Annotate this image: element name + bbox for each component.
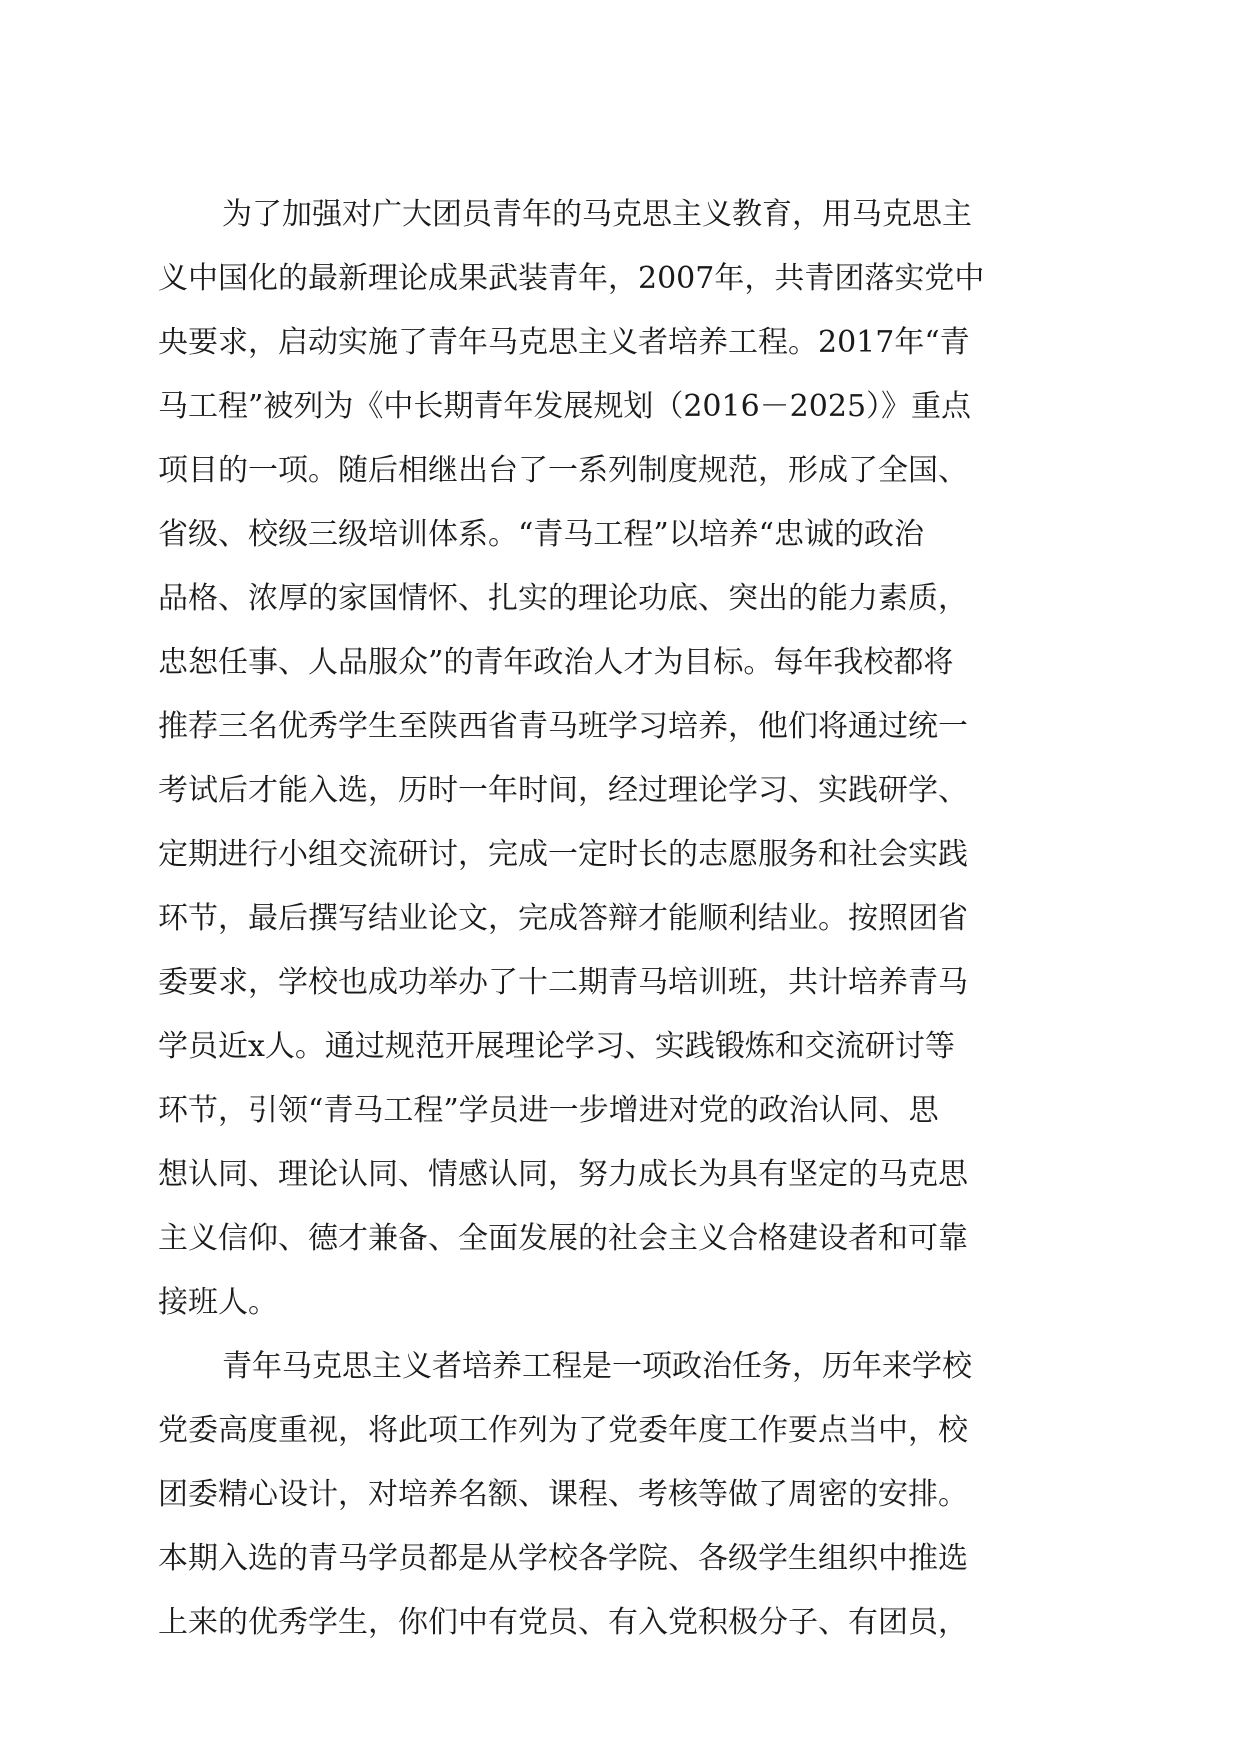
paragraph-2-line-5: 上来的优秀学生，你们中有党员、有入党积极分子、有团员， [158,1605,968,1640]
paragraph-1-line-8: 忠恕任事、人品服众”的青年政治人才为目标。每年我校都将 [158,645,954,680]
paragraph-1-line-17: 主义信仰、德才兼备、全面发展的社会主义合格建设者和可靠 [158,1221,968,1256]
paragraph-1-line-1: 为了加强对广大团员青年的马克思主义教育，用马克思主 [222,197,972,232]
paragraph-1-line-11: 定期进行小组交流研讨，完成一定时长的志愿服务和社会实践 [158,837,968,872]
paragraph-1-line-2: 义中国化的最新理论成果武装青年，2007年，共青团落实党中 [158,261,985,296]
paragraph-1-line-13: 委要求，学校也成功举办了十二期青马培训班，共计培养青马 [158,965,968,1000]
paragraph-2-line-4: 本期入选的青马学员都是从学校各学院、各级学生组织中推选 [158,1541,968,1576]
paragraph-1-line-4: 马工程”被列为《中长期青年发展规划（2016－2025）》重点 [158,389,972,424]
paragraph-1-line-16: 想认同、理论认同、情感认同，努力成长为具有坚定的马克思 [158,1157,968,1192]
paragraph-1-line-9: 推荐三名优秀学生至陕西省青马班学习培养，他们将通过统一 [158,709,968,744]
paragraph-1-line-7: 品格、浓厚的家国情怀、扎实的理论功底、突出的能力素质， [158,581,968,616]
paragraph-1-line-3: 央要求，启动实施了青年马克思主义者培养工程。2017年“青 [158,325,970,360]
paragraph-1-line-18: 接班人。 [158,1285,278,1320]
paragraph-1-line-10: 考试后才能入选，历时一年时间，经过理论学习、实践研学、 [158,773,968,808]
paragraph-1-line-12: 环节，最后撰写结业论文，完成答辩才能顺利结业。按照团省 [158,901,968,936]
paragraph-1-line-5: 项目的一项。随后相继出台了一系列制度规范，形成了全国、 [158,453,968,488]
paragraph-2-line-2: 党委高度重视，将此项工作列为了党委年度工作要点当中，校 [158,1413,968,1448]
paragraph-1-line-6: 省级、校级三级培训体系。“青马工程”以培养“忠诚的政治 [158,517,925,552]
paragraph-2-line-3: 团委精心设计，对培养名额、课程、考核等做了周密的安排。 [158,1477,968,1512]
paragraph-1-line-15: 环节，引领“青马工程”学员进一步增进对党的政治认同、思 [158,1093,939,1128]
body-text [158,183,1056,1655]
paragraph-1-line-14: 学员近x人。通过规范开展理论学习、实践锻炼和交流研讨等 [158,1029,955,1064]
paragraph-2-line-1: 青年马克思主义者培养工程是一项政治任务，历年来学校 [222,1349,972,1384]
